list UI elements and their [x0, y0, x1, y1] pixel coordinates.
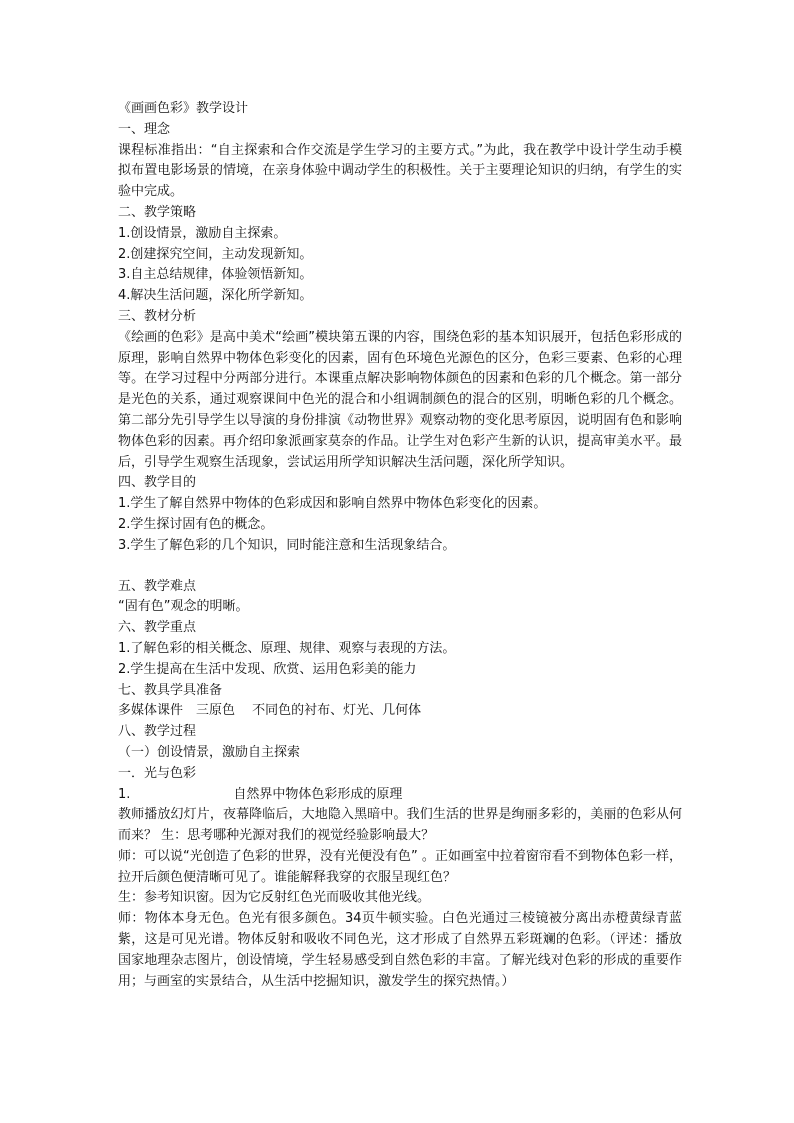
section-heading-materials: 七、教具学具准备: [118, 682, 223, 698]
key-point-item: 1.了解色彩的相关概念、原理、规律、观察与表现的方法。: [118, 640, 456, 656]
difficulty-text: “固有色”观念的明晰。: [118, 599, 249, 615]
strategy-item: 3.自主总结规律，体验领悟新知。: [118, 267, 313, 283]
section-heading-key-points: 六、教学重点: [118, 620, 197, 636]
goal-item: 3.学生了解色彩的几个知识，同时能注意和生活现象结合。: [118, 537, 456, 553]
process-paragraph: 教师播放幻灯片，夜幕降临后，大地隐入黑暗中。我们生活的世界是绚丽多彩的，美丽的色彩从何而来？ 生：思考哪种光源对我们的视觉经验影响最大？: [118, 807, 682, 844]
philosophy-paragraph: 课程标准指出：“自主探索和合作交流是学生学习的主要方式。”为此，我在教学中设计学生动手模拟布置电影场景的情境，在亲身体验中调动学生的积极性。关于主要理论知识的归纳，有学生的实验中完成。: [118, 142, 682, 200]
strategy-item: 1.创设情景，激励自主探索。: [118, 225, 287, 241]
goal-item: 1.学生了解自然界中物体的色彩成因和影响自然界中物体色彩变化的因素。: [118, 496, 547, 512]
key-point-item: 2.学生提高在生活中发现、欣赏、运用色彩美的能力: [118, 661, 417, 677]
document-page: [118, 99, 682, 992]
process-item-1: [118, 785, 682, 806]
process-item-number: 1.: [118, 786, 131, 802]
process-subheading-light: 一．光与色彩: [118, 765, 197, 781]
document-title: 《画画色彩》教学设计: [118, 101, 249, 116]
section-heading-strategy: 二、教学策略: [118, 204, 197, 220]
section-heading-textbook-analysis: 三、教材分析: [118, 308, 197, 324]
process-paragraph: 师：可以说“光创造了色彩的世界，没有光便没有色” 。正如画室中拉着窗帘看不到物体色彩一样，拉开后颜色便清晰可见了。谁能解释我穿的衣服呈现红色？: [118, 848, 682, 885]
section-heading-philosophy: 一、理念: [118, 121, 171, 137]
strategy-item: 4.解决生活问题，深化所学新知。: [118, 288, 313, 304]
strategy-item: 2.创建探究空间，主动发现新知。: [118, 246, 313, 262]
section-heading-goals: 四、教学目的: [118, 475, 197, 491]
process-item-text: 自然界中物体色彩形成的原理: [233, 786, 403, 802]
process-paragraph: 生：参考知识窗。因为它反射红色光而吸收其他光线。: [118, 890, 431, 906]
textbook-analysis-paragraph: 《绘画的色彩》是高中美术“绘画”模块第五课的内容，围绕色彩的基本知识展开，包括色彩形成的原理，影响自然界中物体色彩变化的因素，固有色环境色光源色的区分，色彩三要素、色彩的心理等。在学习过程中分两部分进行。本课重点解决影响物体颜色的因素和色彩的几个概念。第一部分是光色的关系，通过观察课间中色光的混合和小组调制颜色的混合的区别，明晰色彩的几个概念。第二部分先引导学生以导演的身份排演《动物世界》观察动物的变化思考原因，说明固有色和影响物体色彩的因素。再介绍印象派画家莫奈的作品。让学生对色彩产生新的认识，提高审美水平。最后，引导学生观察生活现象，尝试运用所学知识解决生活问题，深化所学知识。: [118, 329, 682, 470]
section-heading-difficulty: 五、教学难点: [118, 578, 197, 594]
materials-text: 多媒体课件 三原色 不同色的衬布、灯光、几何体: [118, 703, 422, 719]
goal-item: 2.学生探讨固有色的概念。: [118, 516, 274, 532]
process-subheading: （一）创设情景，激励自主探索: [118, 744, 301, 760]
blank-line: [118, 557, 682, 577]
process-paragraph: 师：物体本身无色。色光有很多颜色。34页牛顿实验。白色光通过三棱镜被分离出赤橙黄绿青蓝紫，这是可见光谱。物体反射和吸收不同色光，这才形成了自然界五彩斑斓的色彩。（评述：播放国家地理杂志图片，创设情境，学生轻易感受到自然色彩的丰富。了解光线对色彩的形成的重要作用；与画室的实景结合，从生活中挖掘知识，激发学生的探究热情。）: [118, 911, 682, 989]
section-heading-process: 八、教学过程: [118, 724, 197, 740]
